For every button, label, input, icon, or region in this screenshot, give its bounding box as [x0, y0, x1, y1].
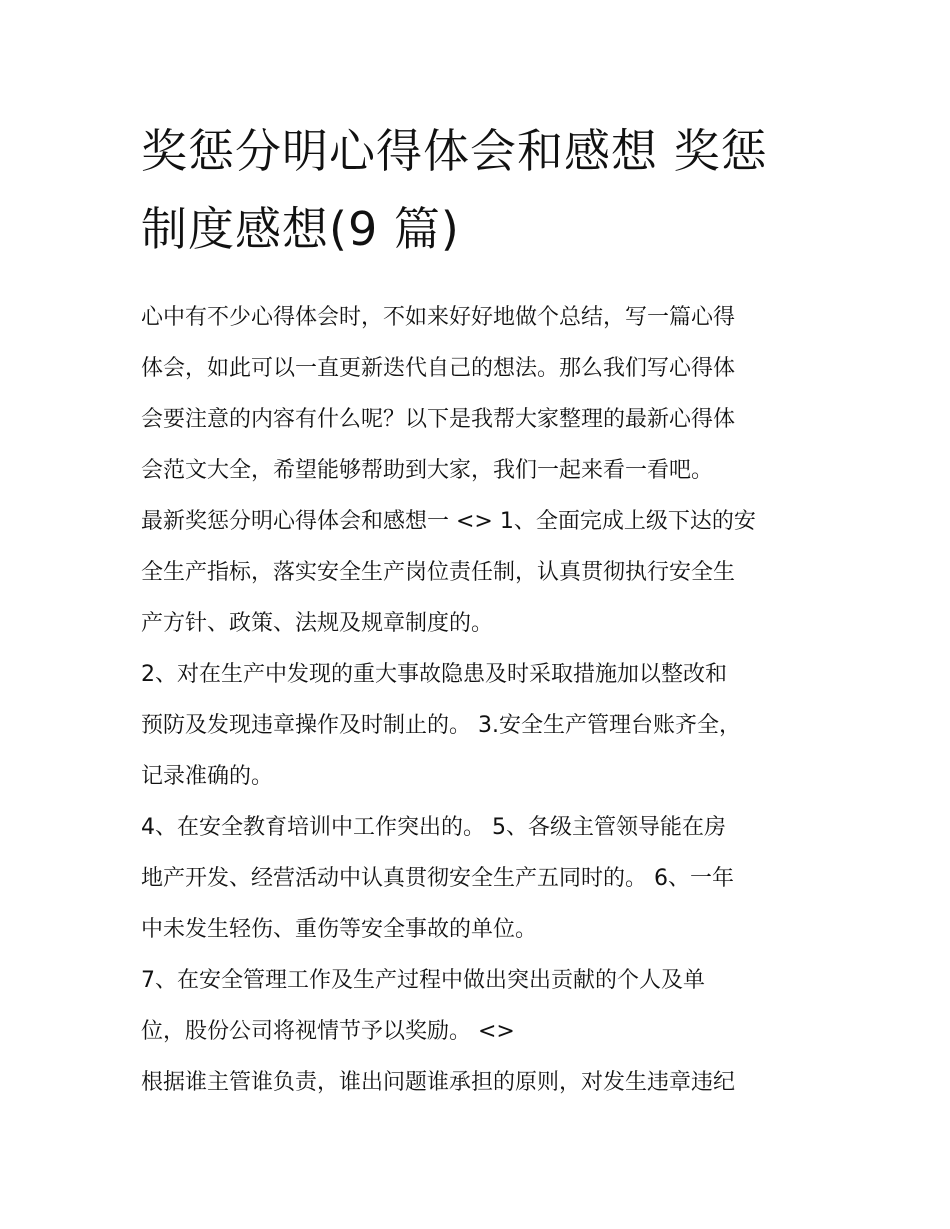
paragraph-line: 心中有不少心得体会时，不如来好好地做个总结，写一篇心得: [141, 305, 736, 330]
paragraph-item-2-3: [141, 649, 816, 802]
document-title: [141, 112, 816, 268]
paragraph-line: 产方针、政策、法规及规章制度的。: [141, 611, 494, 636]
paragraph-line: 会要注意的内容有什么呢？以下是我帮大家整理的最新心得体: [141, 407, 736, 432]
document-content: [141, 112, 816, 1108]
paragraph-line: 预防及发现违章操作及时制止的。 3.安全生产管理台账齐全，: [141, 713, 741, 738]
paragraph-line: 7、在安全管理工作及生产过程中做出突出贡献的个人及单: [141, 968, 705, 993]
paragraph-line: 中未发生轻伤、重伤等安全事故的单位。: [141, 917, 538, 942]
paragraph-line: 体会，如此可以一直更新迭代自己的想法。那么我们写心得体: [141, 356, 736, 381]
title-line-2: 制度感想(9 篇): [141, 202, 460, 256]
paragraph-item-4-6: [141, 802, 816, 955]
paragraph-item-7: [141, 955, 816, 1057]
paragraph-intro: [141, 292, 816, 496]
paragraph-line: 最新奖惩分明心得体会和感想一 <> 1、全面完成上级下达的安: [141, 509, 756, 534]
document-body: [141, 292, 816, 1108]
paragraph-line: 位，股份公司将视情节予以奖励。 <>: [141, 1019, 515, 1044]
paragraph-line: 记录准确的。: [141, 764, 274, 789]
paragraph-line: 根据谁主管谁负责，谁出问题谁承担的原则，对发生违章违纪: [141, 1070, 736, 1095]
paragraph-penalty: [141, 1057, 816, 1108]
paragraph-item-1: [141, 496, 816, 649]
paragraph-line: 会范文大全，希望能够帮助到大家，我们一起来看一看吧。: [141, 458, 714, 483]
paragraph-line: 2、对在生产中发现的重大事故隐患及时采取措施加以整改和: [141, 662, 727, 687]
paragraph-line: 全生产指标，落实安全生产岗位责任制，认真贯彻执行安全生: [141, 560, 736, 585]
title-line-1: 奖惩分明心得体会和感想 奖惩: [141, 124, 768, 178]
paragraph-line: 4、在安全教育培训中工作突出的。 5、各级主管领导能在房: [141, 815, 726, 840]
paragraph-line: 地产开发、经营活动中认真贯彻安全生产五同时的。 6、一年: [141, 866, 734, 891]
